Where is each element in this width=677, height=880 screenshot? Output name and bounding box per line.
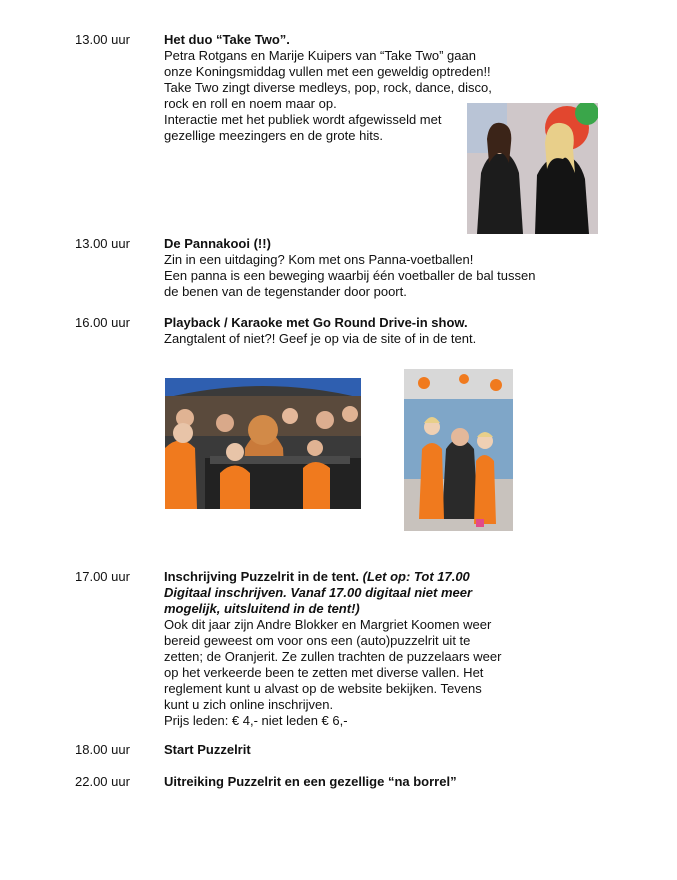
event-text-line: Interactie met het publiek wordt afgewisseld met: [164, 112, 442, 127]
event-text-line: Zangtalent of niet?! Geef je op via de site of in de tent.: [164, 331, 477, 346]
event-title: Start Puzzelrit: [164, 742, 251, 757]
event-title: Het duo “Take Two”.: [164, 32, 290, 47]
event-block: [164, 315, 564, 347]
event-block: [164, 236, 564, 300]
event-text-line: reglement kunt u alvast op de website bekijken. Tevens: [164, 681, 482, 696]
event-time: 17.00 uur: [75, 569, 130, 584]
event-title: Playback / Karaoke met Go Round Drive-in show.: [164, 315, 468, 330]
event-time: 22.00 uur: [75, 774, 130, 789]
event-title: De Pannakooi (!!): [164, 236, 271, 251]
event-text-line: Take Two zingt diverse medleys, pop, rock, dance, disco,: [164, 80, 492, 95]
event-time: 13.00 uur: [75, 32, 130, 47]
event-text-line: Prijs leden: € 4,- niet leden € 6,-: [164, 713, 348, 728]
event-time: 18.00 uur: [75, 742, 130, 757]
event-block: [164, 569, 564, 729]
event-title: Uitreiking Puzzelrit en een gezellige “na borrel”: [164, 774, 457, 789]
event-text-line: Ook dit jaar zijn Andre Blokker en Margriet Koomen weer: [164, 617, 492, 632]
event-text-line: kunt u zich online inschrijven.: [164, 697, 334, 712]
event-text-line: Een panna is een beweging waarbij één voetballer de bal tussen: [164, 268, 536, 283]
event-text-line: de benen van de tegenstander door poort.: [164, 284, 407, 299]
event-note: mogelijk, uitsluitend in de tent!): [164, 601, 360, 616]
event-time: 16.00 uur: [75, 315, 130, 330]
event-note: (Let op: Tot 17.00: [362, 569, 470, 584]
event-text-line: op het verkeerde been te zetten met diverse vallen. Het: [164, 665, 484, 680]
kids-on-stage-photo: [404, 369, 513, 531]
event-note: Digitaal inschrijven. Vanaf 17.00 digitaal niet meer: [164, 585, 473, 600]
event-title: Inschrijving Puzzelrit in de tent.: [164, 569, 360, 584]
event-text-line: onze Koningsmiddag vullen met een geweldig optreden!!: [164, 64, 491, 79]
event-block: [164, 774, 564, 790]
event-text-line: Petra Rotgans en Marije Kuipers van “Take Two” gaan: [164, 48, 476, 63]
event-text-line: Zin in een uitdaging? Kom met ons Panna-voetballen!: [164, 252, 474, 267]
event-text-line: zetten; de Oranjerit. Ze zullen trachten de puzzelaars weer: [164, 649, 502, 664]
event-text-line: gezellige meezingers en de grote hits.: [164, 128, 383, 143]
event-text-line: bereid geweest om voor ons een (auto)puzzelrit uit te: [164, 633, 471, 648]
event-title-line: [164, 569, 564, 585]
karaoke-crowd-photo: [165, 378, 361, 509]
event-time: 13.00 uur: [75, 236, 130, 251]
event-text-line: rock en roll en noem maar op.: [164, 96, 337, 111]
take-two-photo: [467, 103, 598, 234]
event-block: [164, 742, 564, 758]
